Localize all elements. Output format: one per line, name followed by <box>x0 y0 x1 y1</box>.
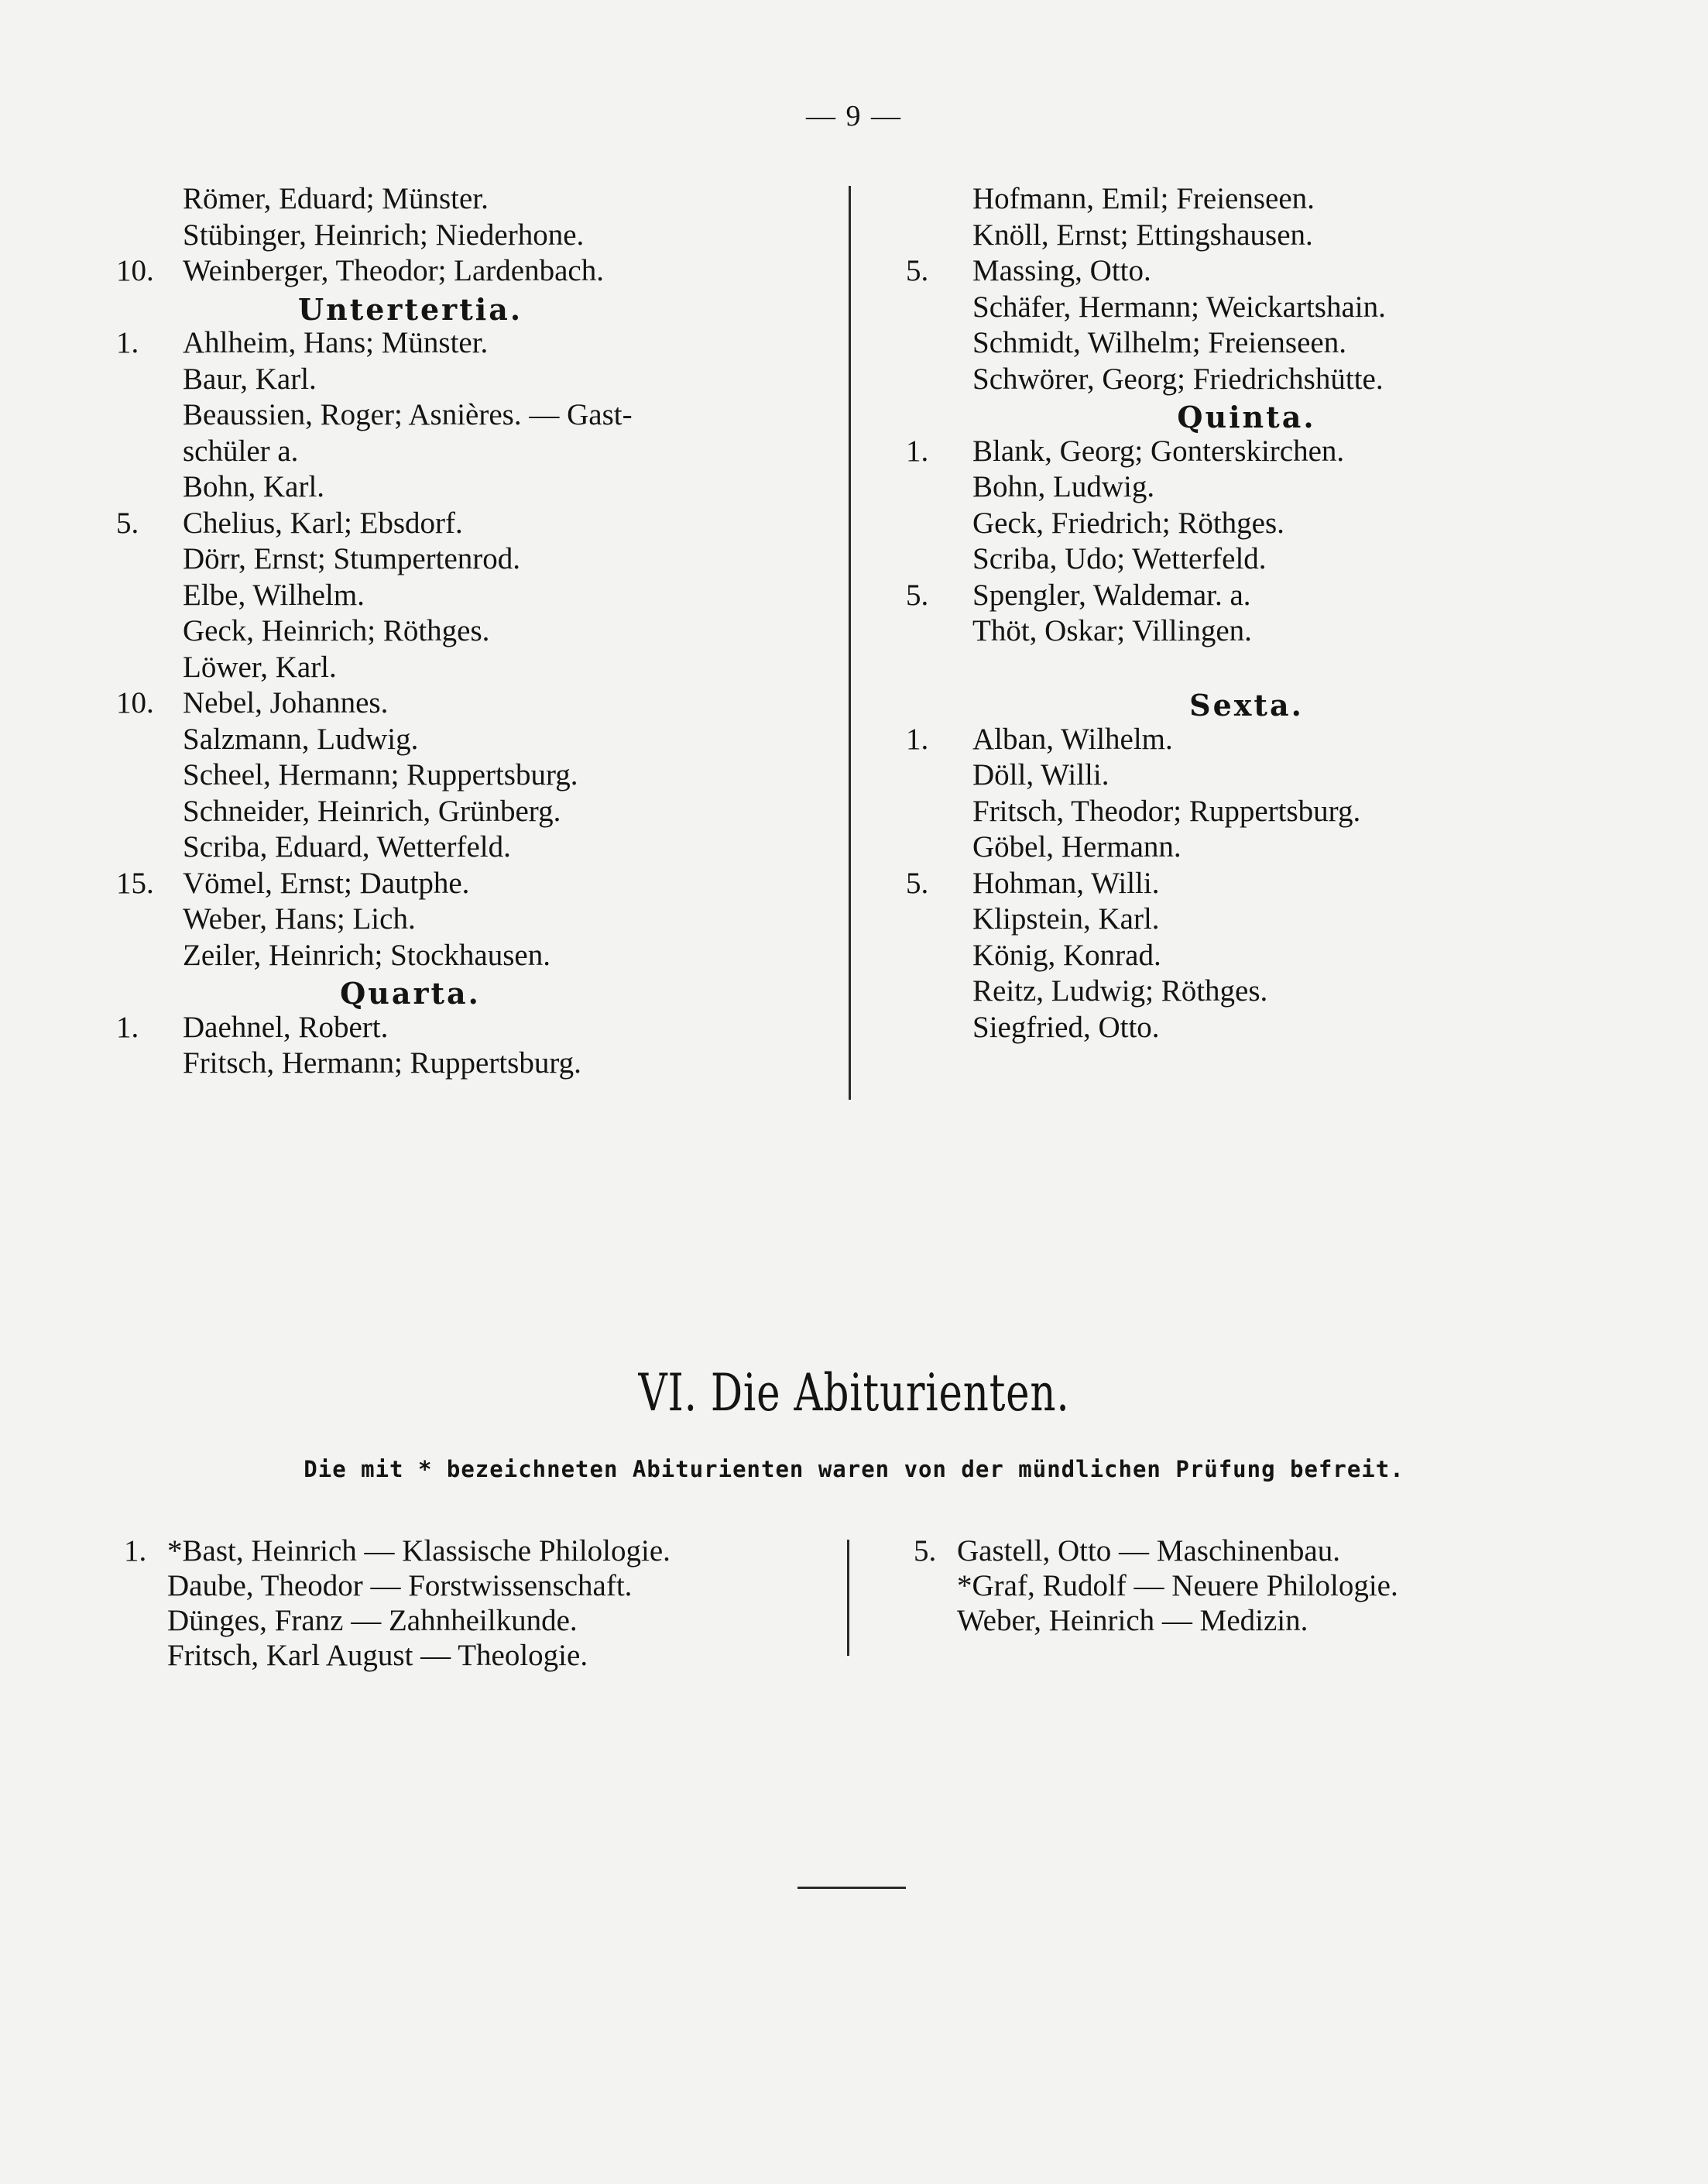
list-item <box>906 794 1572 830</box>
student-entry: Stübinger, Heinrich; Niederhone. <box>183 218 585 252</box>
student-entry: Blank, Georg; Gonterskirchen. <box>972 434 1345 468</box>
student-entry: Ahlheim, Hans; Münster. <box>183 326 489 359</box>
list-item <box>116 757 813 794</box>
list-item <box>116 397 813 434</box>
list-item <box>116 794 813 830</box>
list-item <box>116 613 813 650</box>
item-number: 1. <box>124 1534 147 1568</box>
abiturient-entry <box>914 1568 1610 1603</box>
list-item <box>906 362 1572 398</box>
student-entry: Beaussien, Roger; Asnières. — Gast- <box>183 398 633 431</box>
student-entry: Göbel, Hermann. <box>972 830 1182 864</box>
student-entry: Dörr, Ernst; Stumpertenrod. <box>183 542 521 575</box>
student-entry: Löwer, Karl. <box>183 650 337 684</box>
student-entry: Scriba, Eduard, Wetterfeld. <box>183 830 511 864</box>
section-note: Die mit * bezeichneten Abiturienten waren von der mündlichen Prüfung befreit. <box>304 1456 1404 1482</box>
list-item <box>906 722 1572 758</box>
abiturient-entry <box>124 1603 844 1638</box>
student-entry: schüler a. <box>183 434 299 468</box>
abiturient-text: Dünges, Franz — Zahnheilkunde. <box>167 1604 578 1637</box>
list-item <box>906 325 1572 362</box>
student-entry: Weinberger, Theodor; Lardenbach. <box>183 254 604 287</box>
list-item <box>116 578 813 614</box>
student-entry: Döll, Willi. <box>972 758 1110 792</box>
page-number: — 9 — <box>806 100 902 132</box>
student-entry: Siegfried, Otto. <box>972 1010 1160 1044</box>
student-entry: Thöt, Oskar; Villingen. <box>972 614 1252 647</box>
list-item <box>906 218 1572 254</box>
item-number: 1. <box>906 434 929 468</box>
student-entry: Bohn, Ludwig. <box>972 470 1155 503</box>
abiturient-entry <box>124 1568 844 1603</box>
student-entry: Daehnel, Robert. <box>183 1010 389 1044</box>
student-entry: Schwörer, Georg; Friedrichshütte. <box>972 362 1384 396</box>
list-item <box>116 469 813 506</box>
student-entry: Bohn, Karl. <box>183 470 325 503</box>
item-number: 1. <box>116 1010 139 1044</box>
student-entry: Vömel, Ernst; Dautphe. <box>183 866 470 900</box>
student-entry: Reitz, Ludwig; Röthges. <box>972 974 1268 1008</box>
list-item <box>906 938 1572 974</box>
student-entry: König, Konrad. <box>972 938 1161 972</box>
student-entry: Scheel, Hermann; Ruppertsburg. <box>183 758 578 792</box>
student-entry: Nebel, Johannes. <box>183 686 389 719</box>
column-divider <box>849 186 851 1100</box>
student-entry: Zeiler, Heinrich; Stockhausen. <box>183 938 550 972</box>
list-item <box>906 866 1572 902</box>
class-heading: Sexta. <box>1189 688 1304 723</box>
abiturient-text: Fritsch, Karl August — Theologie. <box>167 1639 588 1672</box>
list-item <box>906 578 1572 614</box>
item-number: 10. <box>116 686 154 719</box>
abiturienten-left-column <box>124 1533 844 1673</box>
item-number: 15. <box>116 866 154 900</box>
list-item <box>116 722 813 758</box>
student-entry: Elbe, Wilhelm. <box>183 578 365 612</box>
abiturient-text: Daube, Theodor — Forstwissenschaft. <box>167 1569 633 1602</box>
list-item <box>906 829 1572 866</box>
right-column <box>906 181 1572 1046</box>
student-entry: Spengler, Waldemar. a. <box>972 578 1251 612</box>
abiturient-text: *Bast, Heinrich — Klassische Philologie. <box>167 1534 671 1568</box>
list-item <box>906 290 1572 326</box>
student-entry: Baur, Karl. <box>183 362 317 396</box>
student-entry: Schneider, Heinrich, Grünberg. <box>183 794 561 828</box>
list-item <box>906 181 1572 218</box>
list-item <box>116 181 813 218</box>
list-item <box>906 974 1572 1010</box>
list-item <box>116 866 813 902</box>
list-item <box>906 757 1572 794</box>
list-item <box>906 650 1572 686</box>
abiturient-entry <box>914 1603 1610 1638</box>
section-title: VI. Die Abiturienten. <box>638 1363 1070 1423</box>
list-item <box>116 218 813 254</box>
class-heading: Quarta. <box>340 976 481 1011</box>
list-item <box>116 434 813 470</box>
student-entry: Geck, Friedrich; Röthges. <box>972 506 1284 540</box>
list-item <box>906 434 1572 470</box>
list-item <box>116 541 813 578</box>
student-entry: Fritsch, Hermann; Ruppertsburg. <box>183 1046 581 1080</box>
list-item <box>116 362 813 398</box>
list-item <box>116 685 813 722</box>
list-item <box>116 1010 813 1046</box>
list-item <box>906 901 1572 938</box>
list-item <box>116 901 813 938</box>
left-column <box>116 181 813 1082</box>
list-item <box>116 506 813 542</box>
list-item <box>116 325 813 362</box>
list-item <box>906 1010 1572 1046</box>
student-entry: Chelius, Karl; Ebsdorf. <box>183 506 463 540</box>
item-number: 5. <box>906 254 929 287</box>
abiturient-entry <box>124 1638 844 1673</box>
item-number: 5. <box>906 578 929 612</box>
student-entry: Salzmann, Ludwig. <box>183 722 419 756</box>
student-entry: Massing, Otto. <box>972 254 1151 287</box>
list-item <box>906 613 1572 650</box>
class-heading: Quinta. <box>1177 400 1316 434</box>
item-number: 1. <box>116 326 139 359</box>
student-entry: Fritsch, Theodor; Ruppertsburg. <box>972 794 1361 828</box>
abiturienten-right-column <box>914 1533 1610 1638</box>
item-number: 5. <box>914 1534 937 1568</box>
list-item <box>906 469 1572 506</box>
item-number: 10. <box>116 254 154 287</box>
abiturient-entry <box>124 1533 844 1568</box>
student-entry: Klipstein, Karl. <box>972 902 1160 936</box>
student-entry: Weber, Hans; Lich. <box>183 902 416 936</box>
student-entry: Schmidt, Wilhelm; Freienseen. <box>972 326 1346 359</box>
student-entry: Schäfer, Hermann; Weickartshain. <box>972 290 1386 324</box>
item-number: 5. <box>906 866 929 900</box>
abiturient-entry <box>914 1533 1610 1568</box>
item-number: 1. <box>906 722 929 756</box>
list-item <box>116 938 813 974</box>
list-item <box>116 253 813 290</box>
student-entry: Knöll, Ernst; Ettingshausen. <box>972 218 1313 252</box>
student-entry: Geck, Heinrich; Röthges. <box>183 614 490 647</box>
list-item <box>906 541 1572 578</box>
student-entry: Hohman, Willi. <box>972 866 1160 900</box>
student-entry: Scriba, Udo; Wetterfeld. <box>972 542 1267 575</box>
class-heading: Untertertia. <box>297 291 523 327</box>
horizontal-rule <box>797 1887 906 1889</box>
list-item <box>906 253 1572 290</box>
abiturient-text: Weber, Heinrich — Medizin. <box>957 1604 1308 1637</box>
student-entry: Alban, Wilhelm. <box>972 722 1173 756</box>
list-item <box>116 650 813 686</box>
abiturient-text: Gastell, Otto — Maschinenbau. <box>957 1534 1340 1568</box>
abiturient-text: *Graf, Rudolf — Neuere Philologie. <box>957 1569 1398 1602</box>
item-number: 5. <box>116 506 139 540</box>
list-item <box>116 1046 813 1082</box>
student-entry: Hofmann, Emil; Freienseen. <box>972 182 1315 215</box>
student-entry: Römer, Eduard; Münster. <box>183 182 489 215</box>
column-divider <box>847 1540 849 1656</box>
list-item <box>116 829 813 866</box>
list-item <box>906 506 1572 542</box>
